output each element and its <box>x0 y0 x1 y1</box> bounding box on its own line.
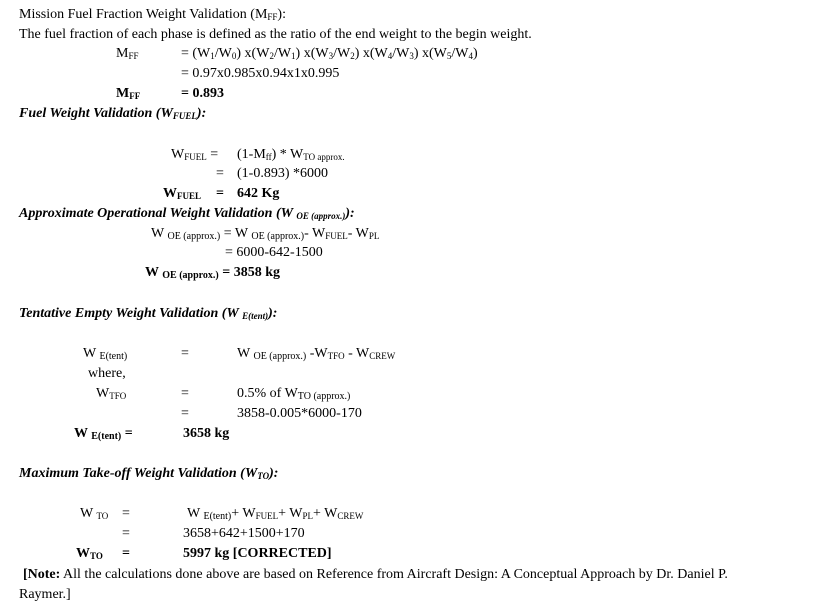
mff-formula: = $(W_1/W_0)$ $x(W_2/W_1)$ $x(W_3/W_2)$ $x(W_4/W_3)$ $x(W_5/W_4)$ <box>181 46 478 61</box>
empty-result: 3658 kg <box>183 426 230 441</box>
note-line-2: Raymer.] <box>19 587 71 602</box>
takeoff-result: 5997 kg [CORRECTED] <box>183 546 332 561</box>
takeoff-result-eq: = <box>122 546 130 561</box>
tfo-formula: 0.5% of $W_{TO (approx.)}$ <box>237 386 351 402</box>
takeoff-eq-1: = <box>122 506 130 521</box>
empty-substitution: 3858-0.005*6000-170 <box>237 406 362 421</box>
oe-substitution: = 6000-642-1500 <box>225 245 323 260</box>
empty-symbol: W $_{E(tent)}$ <box>83 346 128 362</box>
fuel-substitution: (1-0.893) *6000 <box>237 166 328 181</box>
tfo-symbol: $W_{TFO}$ <box>96 386 127 401</box>
takeoff-symbol: W $_{TO}$ <box>80 506 109 521</box>
takeoff-formula: W $_{E(tent)}+ W_{FUEL}+ W_{PL}+ W_{CREW}$ <box>187 506 364 522</box>
empty-formula: W $_{OE (approx.)}$ $-W_{TFO} - W_{CREW}$ <box>237 346 396 362</box>
empty-where: where, <box>88 366 126 381</box>
fuel-result: 642 Kg <box>237 186 280 201</box>
note-line-1: [Note: All the calculations done above are based on Reference from Aircraft Design: A Conceptual Approach by Dr. Daniel P. <box>23 567 728 582</box>
mff-description: The fuel fraction of each phase is defined as the ratio of the end weight to the begin weight. <box>19 27 532 42</box>
fuel-formula: $(1-M_{ff}) * W_{TO approx.}$ <box>237 147 345 162</box>
takeoff-heading: Maximum Take-off Weight Validation $(W_{TO})$: <box>19 466 279 481</box>
empty-heading: Tentative Empty Weight Validation (W $_{E(tent)}$): <box>19 306 278 321</box>
empty-eq-3: = <box>181 406 189 421</box>
mff-result: = 0.893 <box>181 86 224 101</box>
empty-result-symbol: W $_{E(tent)}$ = <box>74 426 133 442</box>
mff-substitution: = 0.97x0.985x0.94x1x0.995 <box>181 66 340 81</box>
fuel-symbol: $W_{FUEL}$ = <box>171 147 219 162</box>
note-label: [Note: <box>23 567 61 582</box>
fuel-result-eq: = <box>216 186 224 201</box>
mff-result-symbol: $M_{FF}$ <box>116 86 141 101</box>
empty-eq-2: = <box>181 386 189 401</box>
takeoff-result-symbol: $W_{TO}$ <box>76 546 103 561</box>
fuel-result-symbol: $W_{FUEL}$ <box>163 186 202 201</box>
oe-heading: Approximate Operational Weight Validation (W $_{OE (approx.)}$): <box>19 206 355 221</box>
takeoff-eq-2: = <box>122 526 130 541</box>
mff-symbol: $M_{FF}$ <box>116 46 139 61</box>
oe-result: W $_{OE (approx.)}$ = 3858 kg <box>145 265 281 281</box>
empty-eq-1: = <box>181 346 189 361</box>
fuel-eq-2: = <box>216 166 224 181</box>
oe-formula: W $_{OE (approx.)}$ = W $_{OE (approx.)}$- $W_{FUEL}-$ $W_{PL}$ <box>151 226 380 242</box>
takeoff-substitution: 3658+642+1500+170 <box>183 526 305 541</box>
mff-heading: Mission Fuel Fraction Weight Validation $(M_{FF})$: <box>19 7 286 22</box>
fuel-heading: Fuel Weight Validation $(W_{FUEL})$: <box>19 106 207 121</box>
